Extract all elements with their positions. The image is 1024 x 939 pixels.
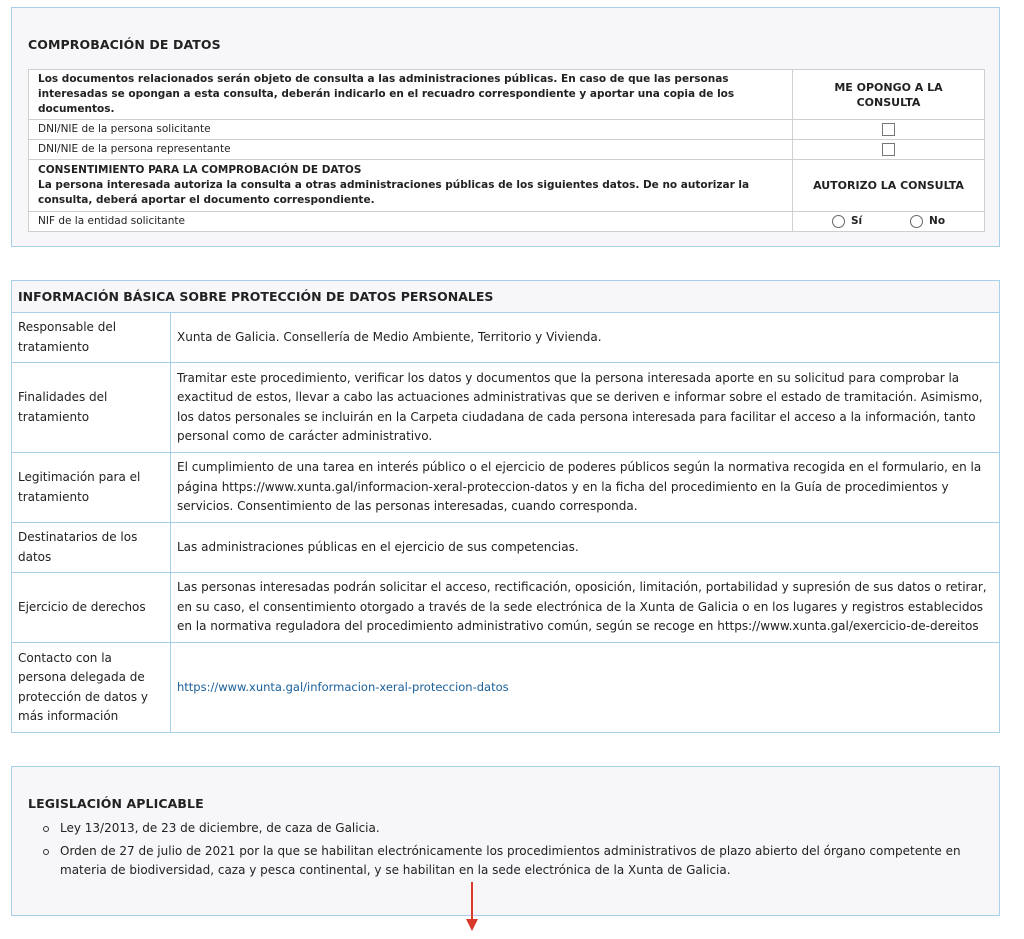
consent-text: La persona interesada autoriza la consulta a otras administraciones públicas de los siguientes datos. De no autorizar la consulta, deberá aportar el documento correspondiente. [38,179,750,206]
comprobacion-panel [11,7,1000,247]
bullet-icon [43,826,49,832]
list-item-text: Ley 13/2013, de 23 de diciembre, de caza de Galicia. [60,821,380,835]
list-item [56,819,981,839]
radio-option-no[interactable] [910,214,945,229]
row-label: Legitimación para el tratamiento [12,453,171,523]
bullet-icon [43,849,49,855]
authorize-header: AUTORIZO LA CONSULTA [793,160,985,212]
proteccion-datos-link[interactable]: https://www.xunta.gal/informacion-xeral-proteccion-datos [177,679,509,694]
consult-table [28,69,985,232]
row-label-representante: DNI/NIE de la persona representante [29,140,793,160]
comprobacion-title: COMPROBACIÓN DE DATOS [28,37,221,52]
arrow-down-icon [465,882,479,932]
table-row [29,140,985,160]
radio-icon[interactable] [832,215,845,228]
radio-no-label: No [929,215,946,227]
row-value: Tramitar este procedimiento, verificar los datos y documentos que la persona interesada aporte en su solicitud para comprobar la exactitud de estos, llevar a cabo las actuaciones administrativas que se deriven e informar sobre el estado de tramitación. Asimismo, los datos personales se incluirán en la Carpeta ciudadana de cada persona interesada para facilitar el acceso a la información, tanto personal como de carácter administrativo. [171,363,1000,453]
row-label-nif: NIF de la entidad solicitante [29,212,793,232]
table-row [29,212,985,232]
proteccion-header-row [12,281,1000,313]
consent-header-row [29,160,985,212]
row-label-solicitante: DNI/NIE de la persona solicitante [29,120,793,140]
oppose-checkbox-representante[interactable] [882,143,895,156]
consult-header-row [29,70,985,120]
table-row [12,453,1000,523]
row-value: Las personas interesadas podrán solicitar el acceso, rectificación, oposición, limitación, portabilidad y supresión de sus datos o retirar, en su caso, el consentimiento otorgado a través de la sede electrónica de la Xunta de Galicia o en los lugares y registros establecidos en la normativa reguladora del procedimiento administrativo común, según se recoge en https://www.xunta.gal/exercicio-de-dereitos [171,573,1000,643]
row-value: Las administraciones públicas en el ejercicio de sus competencias. [171,523,1000,573]
oppose-cell-representante [793,140,985,160]
proteccion-table [11,280,1000,733]
oppose-cell-solicitante [793,120,985,140]
authorize-radio-cell [793,212,985,232]
consult-intro-text: Los documentos relacionados serán objeto de consulta a las administraciones públicas. En caso de que las personas interesadas se opongan a esta consulta, deberán indicarlo en el recuadro correspondiente y aportar una copia de los documentos. [29,70,793,120]
oppose-header: ME OPONGO A LA CONSULTA [793,70,985,120]
row-value [171,643,1000,733]
table-row [12,573,1000,643]
table-row [12,523,1000,573]
legislacion-panel [11,766,1000,916]
row-label: Ejercicio de derechos [12,573,171,643]
table-row [12,363,1000,453]
proteccion-title: INFORMACIÓN BÁSICA SOBRE PROTECCIÓN DE DATOS PERSONALES [12,281,1000,313]
table-row [12,643,1000,733]
table-row [12,313,1000,363]
row-value: Xunta de Galicia. Consellería de Medio Ambiente, Territorio y Vivienda. [171,313,1000,363]
oppose-checkbox-solicitante[interactable] [882,123,895,136]
consent-title: CONSENTIMIENTO PARA LA COMPROBACIÓN DE DATOS [38,164,362,176]
radio-option-yes[interactable] [832,214,862,229]
list-item [56,842,981,881]
row-label: Destinatarios de los datos [12,523,171,573]
row-value: El cumplimiento de una tarea en interés público o el ejercicio de poderes públicos según la normativa recogida en el formulario, en la página https://www.xunta.gal/informacion-xeral-proteccion-datos y en la ficha del procedimiento en la Guía de procedimientos y servicios. Consentimiento de las personas interesadas, cuando corresponda. [171,453,1000,523]
radio-yes-label: Sí [850,215,863,227]
row-label: Finalidades del tratamiento [12,363,171,453]
table-row [29,120,985,140]
radio-icon[interactable] [910,215,923,228]
consent-cell [29,160,793,212]
legislacion-title: LEGISLACIÓN APLICABLE [28,796,204,811]
row-label: Responsable del tratamiento [12,313,171,363]
list-item-text: Orden de 27 de julio de 2021 por la que se habilitan electrónicamente los procedimientos administrativos de plazo abierto del órgano competente en materia de biodiversidad, caza y pesca continental, y se habilitan en la sede electrónica de la Xunta de Galicia. [60,843,961,877]
legislacion-list [56,819,981,884]
row-label: Contacto con la persona delegada de protección de datos y más información [12,643,171,733]
